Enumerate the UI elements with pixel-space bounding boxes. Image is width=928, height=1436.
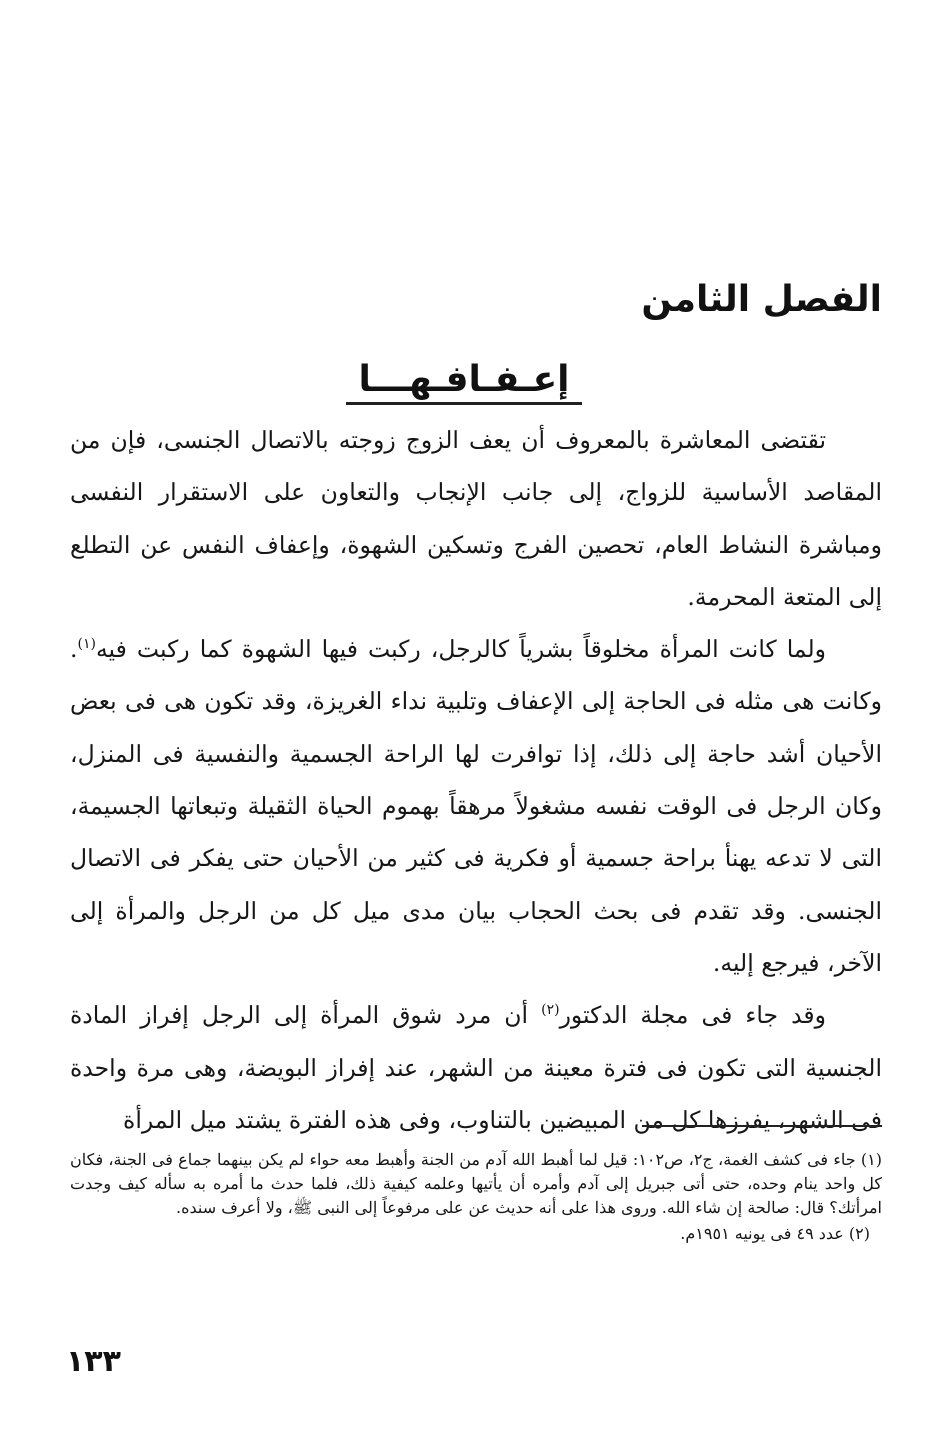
- footnote-2: (٢) عدد ٤٩ فى يونيه ١٩٥١م.: [680, 1224, 870, 1243]
- body-text: [70, 414, 882, 1146]
- section-title: [0, 350, 928, 410]
- footnote-divider: [642, 1125, 882, 1127]
- paragraph-3: [70, 989, 882, 1146]
- footnotes: [70, 1148, 882, 1248]
- section-title-text: إعـفـافـهـــا: [346, 358, 581, 405]
- paragraph-2-start: ولما كانت المرأة مخلوقاً بشرياً كالرجل، ركبت فيها الشهوة كما ركبت فيه: [95, 635, 826, 664]
- footnote-1: (١) جاء فى كشف الغمة، ج٢، ص١٠٢: قيل لما أهبط الله آدم من الجنة وأهبط معه حواء لم يكن بينهما جماع فى الجنة، فكان كل واحد ينام وحده، حتى أتى جبريل إلى آدم وأمره أن يأتيها وعلمه كيفية ذلك، فلما حدث ما أمره به سأله كيف وجدت امرأتك؟ قال: صالحة إن شاء الله. وروى هذا على أنه حديث عن على مرفوعاً إلى النبى ﷺ، ولا أعرف سنده.: [70, 1150, 883, 1217]
- paragraph-3-start: وقد جاء فى مجلة الدكتور: [559, 1001, 826, 1030]
- paragraph-3-rest: أن مرد شوق المرأة إلى الرجل إفراز المادة الجنسية التى تكون فى فترة معينة من الشهر، عند إفراز البويضة، وهى مرة واحدة فى الشهر، يفرزها كل من المبيضين بالتناوب، وفى هذه الفترة يشتد ميل المرأة: [70, 1001, 882, 1134]
- paragraph-2: [70, 623, 882, 989]
- paragraph-2-rest: . وكانت هى مثله فى الحاجة إلى الإعفاف وتلبية نداء الغريزة، وقد تكون هى فى بعض الأحيان أشد حاجة إلى ذلك، إذا توافرت لها الراحة الجسمية والنفسية فى المنزل، وكان الرجل فى الوقت نفسه مشغولاً مرهقاً بهموم الحياة الثقيلة وتبعاتها الجسيمة، التى لا تدعه يهنأ براحة جسمية أو فكرية فى كثير من الأحيان حتى يفكر فى الاتصال الجنسى. وقد تقدم فى بحث الحجاب بيان مدى ميل كل من الرجل والمرأة إلى الآخر، فيرجع إليه.: [70, 635, 882, 977]
- footnote-ref-2: (٢): [541, 1002, 560, 1019]
- footnote-ref-1: (١): [77, 636, 96, 653]
- paragraph-1: تقتضى المعاشرة بالمعروف أن يعف الزوج زوجته بالاتصال الجنسى، فإن من المقاصد الأساسية للزواج، إلى جانب الإنجاب والتعاون على الاستقرار النفسى ومباشرة النشاط العام، تحصين الفرج وتسكين الشهوة، وإعفاف النفس عن التطلع إلى المتعة المحرمة.: [70, 426, 882, 611]
- chapter-title: الفصل الثامن: [641, 279, 882, 320]
- page-number: ١٣٣: [66, 1344, 121, 1379]
